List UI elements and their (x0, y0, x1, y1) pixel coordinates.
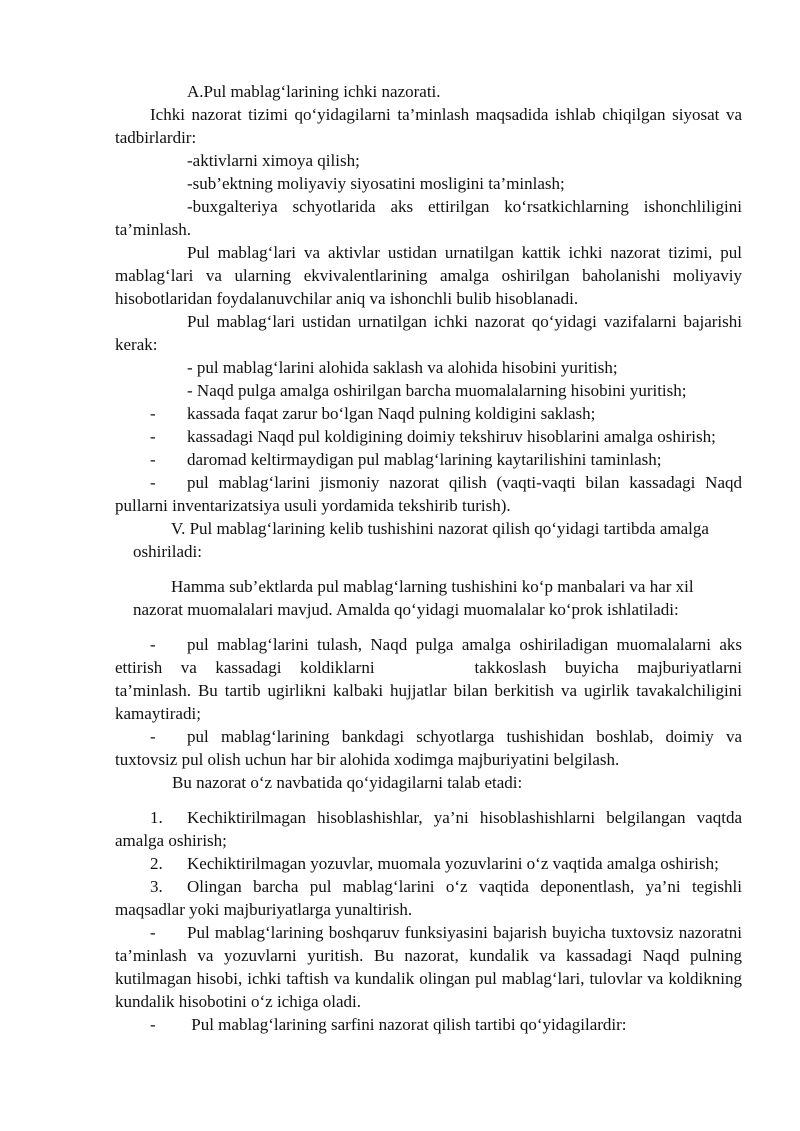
dash-list-item (115, 425, 742, 448)
dash-list-text: kassadagi Naqd pul koldigining doimiy tekshiruv hisoblarini amalga oshirish; (187, 427, 716, 446)
dash-list-text: pul mablag‘larining bankdagi schyotlarga tushishidan boshlab, doimiy va tuxtovsiz pul olish uchun har bir alohida xodimga majburiyatini belgilash. (115, 727, 742, 769)
section-heading-v: V. Pul mablag‘larining kelib tushishini nazorat qilish qo‘yidagi tartibda amalga oshiriladi: (133, 519, 709, 561)
paragraph-control-tasks: Pul mablag‘lari ustidan urnatilgan ichki nazorat qo‘yidagi vazifalarni bajarishi kerak: (115, 312, 742, 354)
numbered-list-text: Kechiktirilmagan hisoblashishlar, ya’ni hisoblashishlarni belgilangan vaqtda amalga oshirish; (115, 808, 742, 850)
paragraph-internal-control-definition: Ichki nazorat tizimi qo‘yidagilarni ta’minlash maqsadida ishlab chiqilgan siyosat va tadbirlardir: (115, 105, 742, 147)
document-page (115, 80, 742, 1036)
dash-marker: - (150, 404, 156, 423)
dash-list-text: pul mablag‘larini jismoniy nazorat qilish (vaqti-vaqti bilan kassadagi Naqd pullarni inventarizatsiya usuli yordamida tekshirib turish). (115, 473, 742, 515)
item-number: 2. (150, 854, 163, 873)
dash-list-text: Pul mablag‘larining sarfini nazorat qilish tartibi qo‘yidagilardir: (187, 1015, 627, 1034)
dash-list-item (115, 402, 742, 425)
section-heading-a: A.Pul mablag‘larining ichki nazorati. (187, 82, 441, 101)
list-item: -sub’ektning moliyaviy siyosatini mosligini ta’minlash; (187, 174, 565, 193)
dash-list-item (115, 471, 742, 517)
dash-marker: - (150, 635, 156, 654)
paragraph-control-requirements: Bu nazorat o‘z navbatida qo‘yidagilarni talab etadi: (172, 773, 523, 792)
list-item: -aktivlarni ximoya qilish; (187, 151, 360, 170)
paragraph-control-system: Pul mablag‘lari va aktivlar ustidan urnatilgan kattik ichki nazorat tizimi, pul mablag‘lari va ularning ekvivalentlarining amalga oshirilgan baholanishi moliyaviy hisobotlaridan foydalanuvchilar aniq va ishonchli bulib hisoblanadi. (115, 243, 742, 308)
dash-marker: - (150, 427, 156, 446)
numbered-list-item (115, 852, 742, 875)
list-item: -buxgalteriya schyotlarida aks ettirilgan ko‘rsatkichlarning ishonchliligini ta’minlash. (115, 197, 742, 239)
item-number: 1. (150, 808, 163, 827)
dash-marker: - (150, 727, 156, 746)
dash-marker: - (150, 450, 156, 469)
dash-list-text: Pul mablag‘larining boshqaruv funksiyasini bajarish buyicha tuxtovsiz nazoratni ta’minlash va yozuvlarni yuritish. Bu nazorat, kundalik va kassadagi Naqd pulning kutilmagan hisobi, ichki taftish va kundalik olingan pul mablag‘lari, tulovlar va koldikning kundalik hisobotini o‘z ichiga oladi. (115, 923, 742, 1011)
item-number: 3. (150, 877, 163, 896)
paragraph-receipt-sources: Hamma sub’ektlarda pul mablag‘larning tushishini ko‘p manbalari va har xil nazorat muomalalari mavjud. Amalda qo‘yidagi muomalalar ko‘prok ishlatiladi: (133, 577, 694, 619)
numbered-list-text: Olingan barcha pul mablag‘larini o‘z vaqtida deponentlash, ya’ni tegishli maqsadlar yoki majburiyatlarga yunaltirish. (115, 877, 742, 919)
dash-list-item (115, 725, 742, 771)
dash-list-item (115, 633, 742, 725)
dash-marker: - (150, 1015, 156, 1034)
dash-list-text: kassada faqat zarur bo‘lgan Naqd pulning koldigini saklash; (187, 404, 596, 423)
list-item: - Naqd pulga amalga oshirilgan barcha muomalalarning hisobini yuritish; (187, 381, 687, 400)
dash-list-text: daromad keltirmaydigan pul mablag‘larining kaytarilishini taminlash; (187, 450, 662, 469)
numbered-list-item (115, 806, 742, 852)
dash-list-text: takkoslash buyicha majburiyatlarni ta’minlash. Bu tartib ugirlikni kalbaki hujjatlar bilan berkitish va ugirlik tavakalchiligini kamaytiradi; (115, 658, 742, 723)
dash-list-item (115, 1013, 742, 1036)
numbered-list-text: Kechiktirilmagan yozuvlar, muomala yozuvlarini o‘z vaqtida amalga oshirish; (187, 854, 719, 873)
dash-marker: - (150, 923, 156, 942)
list-item: - pul mablag‘larini alohida saklash va alohida hisobini yuritish; (187, 358, 618, 377)
dash-marker: - (150, 473, 156, 492)
numbered-list-item (115, 875, 742, 921)
dash-list-item (115, 448, 742, 471)
dash-list-text: pul mablag‘larini tulash, Naqd pulga amalga oshiriladigan muomalalarni aks ettirish va kassadagi koldiklarni (115, 635, 742, 677)
dash-list-item (115, 921, 742, 1013)
